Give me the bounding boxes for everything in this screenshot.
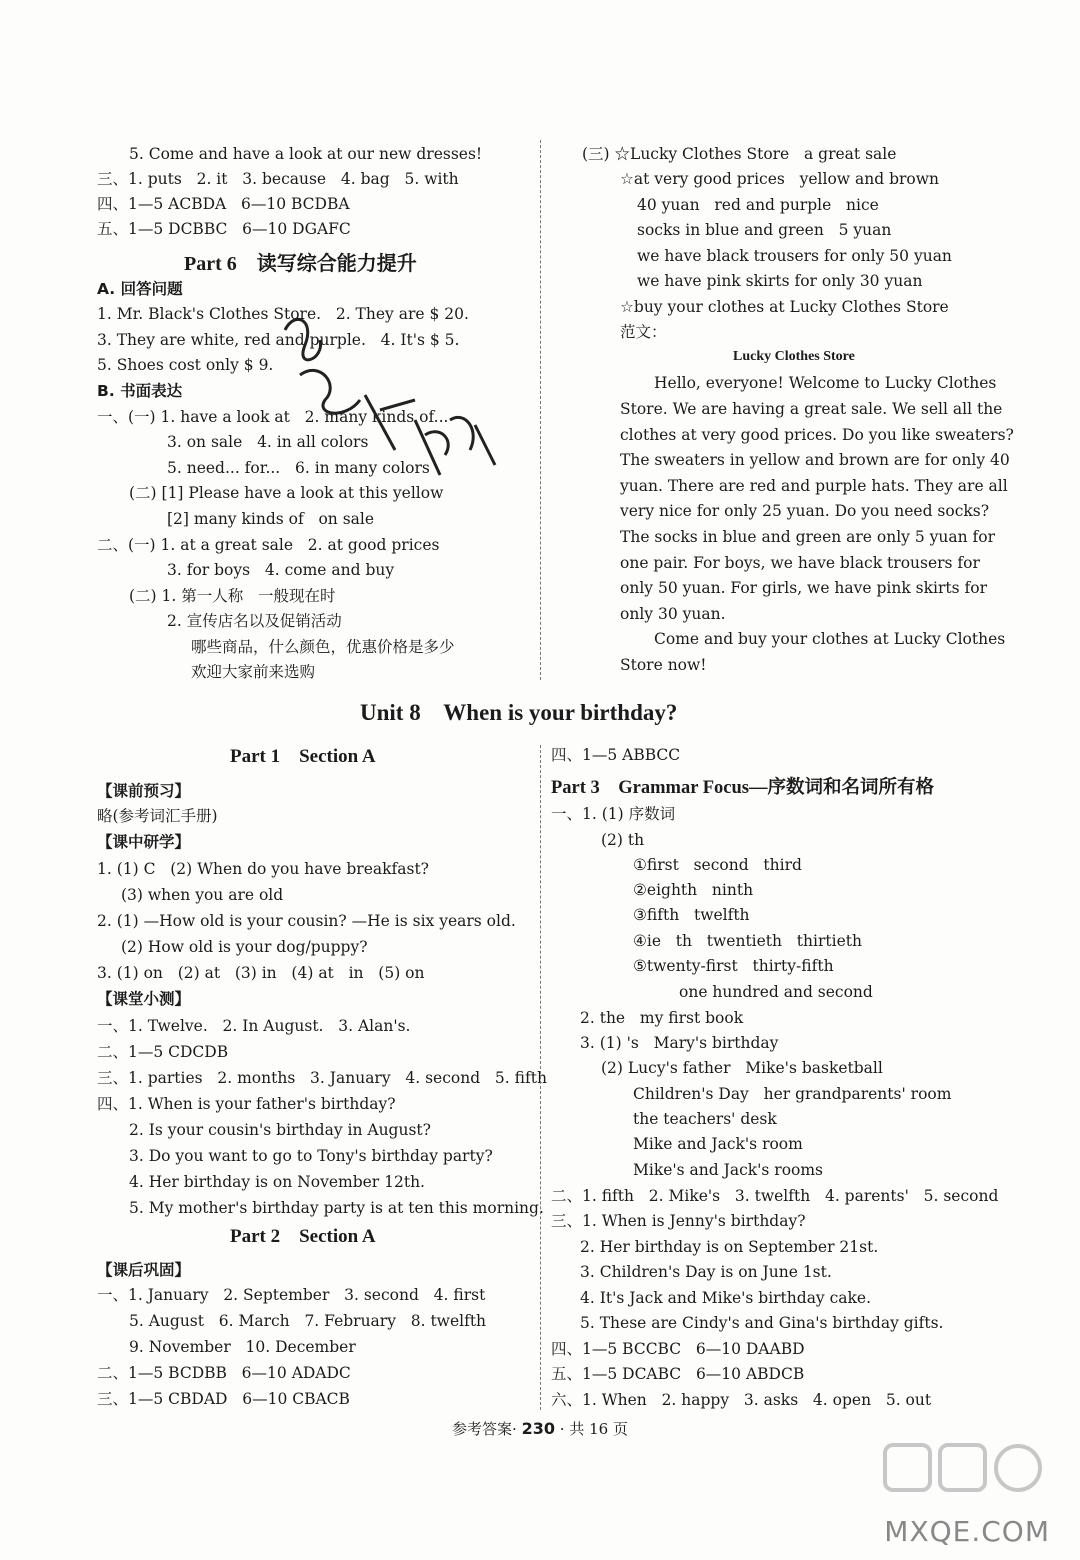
text-line: ☆at very good prices yellow and brown	[620, 170, 939, 188]
essay-title: Lucky Clothes Store	[733, 349, 855, 364]
text-line: 哪些商品，什么颜色，优惠价格是多少	[191, 638, 455, 656]
section-heading: 【课后巩固】	[97, 1261, 191, 1279]
text-line: 3. (1) 's Mary's birthday	[580, 1034, 779, 1052]
text-line: 5. My mother's birthday party is at ten this morning.	[129, 1199, 544, 1217]
text-line: 5. These are Cindy's and Gina's birthday gifts.	[580, 1314, 944, 1332]
text-line: Children's Day her grandparents' room	[633, 1085, 952, 1103]
text-line: we have black trousers for only 50 yuan	[637, 247, 952, 265]
text-line: 2. 宣传店名以及促销活动	[167, 612, 342, 630]
essay-line: Come and buy your clothes at Lucky Clothes	[654, 630, 1006, 648]
text-line: 3. (1) on (2) at (3) in (4) at in (5) on	[97, 964, 425, 982]
essay-line: one pair. For boys, we have black trousers for	[620, 554, 980, 572]
part1-title: Part 1 Section A	[230, 746, 376, 767]
essay-line: Store. We are having a great sale. We sell all the	[620, 400, 1003, 418]
text-line: 范文：	[620, 323, 667, 341]
footer-label: 参考答案·	[452, 1420, 517, 1438]
text-line: ☆buy your clothes at Lucky Clothes Store	[620, 298, 949, 316]
page-footer	[0, 1418, 1080, 1439]
text-line: Mike's and Jack's rooms	[633, 1161, 824, 1179]
text-line: 三、1. parties 2. months 3. January 4. second 5. fifth	[97, 1069, 547, 1087]
text-line: 三、1. puts 2. it 3. because 4. bag 5. with	[97, 170, 459, 188]
essay-line: only 50 yuan. For girls, we have pink skirts for	[620, 579, 987, 597]
part6-title: Part 6 读写综合能力提升	[184, 253, 417, 275]
handwriting-scribble	[265, 300, 515, 500]
part3-title: Part 3 Grammar Focus—序数词和名词所有格	[551, 778, 934, 798]
part2-title: Part 2 Section A	[230, 1226, 376, 1247]
text-line: 2. the my first book	[580, 1009, 744, 1027]
unit-title: Unit 8 When is your birthday?	[360, 700, 678, 725]
text-line: 9. November 10. December	[129, 1338, 356, 1356]
text-line: [2] many kinds of on sale	[167, 510, 375, 528]
text-line: 一、1. January 2. September 3. second 4. first	[97, 1286, 486, 1304]
essay-line: The socks in blue and green are only 5 yuan for	[620, 528, 996, 546]
text-line: 2. Her birthday is on September 21st.	[580, 1238, 879, 1256]
text-line: 一、1. Twelve. 2. In August. 3. Alan's.	[97, 1017, 411, 1035]
text-line: ①first second third	[633, 856, 802, 874]
text-line: (3) when you are old	[121, 886, 284, 904]
text-line: one hundred and second	[679, 983, 873, 1001]
essay-line: very nice for only 25 yuan. Do you need socks?	[620, 502, 990, 520]
text-line: the teachers' desk	[633, 1110, 777, 1128]
text-line: ②eighth ninth	[633, 881, 754, 899]
text-line: we have pink skirts for only 30 yuan	[637, 272, 923, 290]
text-line: 5. August 6. March 7. February 8. twelfth	[129, 1312, 487, 1330]
text-line: 二、1—5 CDCDB	[97, 1043, 229, 1061]
text-line: 5. Come and have a look at our new dresses!	[129, 145, 483, 163]
section-heading: 【课中研学】	[97, 833, 191, 851]
section-heading: 【课堂小测】	[97, 990, 191, 1008]
column-divider	[540, 140, 541, 680]
text-line: socks in blue and green 5 yuan	[637, 221, 892, 239]
essay-line: only 30 yuan.	[620, 605, 726, 623]
essay-line: yuan. There are red and purple hats. They are all	[620, 477, 1008, 495]
text-line: 二、1—5 BCDBB 6—10 ADADC	[97, 1364, 351, 1382]
text-line: 三、1. When is Jenny's birthday?	[551, 1212, 806, 1230]
text-line: 4. Her birthday is on November 12th.	[129, 1173, 425, 1191]
text-line: (2) th	[601, 831, 645, 849]
text-line: 三、1—5 CBDAD 6—10 CBACB	[97, 1390, 350, 1408]
section-heading: 【课前预习】	[97, 782, 191, 800]
text-line: 欢迎大家前来选购	[191, 663, 316, 681]
text-line: (二) [1] Please have a look at this yellow	[129, 484, 444, 502]
essay-line: Store now!	[620, 656, 707, 674]
text-line: 二、1. fifth 2. Mike's 3. twelfth 4. parents' 5. second	[551, 1187, 999, 1205]
text-line: 5. Shoes cost only $ 9.	[97, 356, 274, 374]
text-line: 五、1—5 DCABC 6—10 ABDCB	[551, 1365, 805, 1383]
page-number: 230	[521, 1419, 555, 1438]
text-line: 四、1—5 ACBDA 6—10 BCDBA	[97, 195, 350, 213]
text-line: 2. (1) —How old is your cousin? —He is six years old.	[97, 912, 516, 930]
column-divider	[540, 745, 541, 1410]
text-line: 六、1. When 2. happy 3. asks 4. open 5. out	[551, 1391, 932, 1409]
text-line: 5. need... for... 6. in many colors	[167, 459, 430, 477]
text-line: 1. (1) C (2) When do you have breakfast?	[97, 860, 429, 878]
section-heading: B. 书面表达	[97, 382, 183, 400]
page-total: · 共 16 页	[559, 1420, 628, 1438]
text-line: 2. Is your cousin's birthday in August?	[129, 1121, 431, 1139]
text-line: 4. It's Jack and Mike's birthday cake.	[580, 1289, 872, 1307]
text-line: (2) How old is your dog/puppy?	[121, 938, 368, 956]
text-line: 二、(一) 1. at a great sale 2. at good prices	[97, 536, 440, 554]
text-line: 五、1—5 DCBBC 6—10 DGAFC	[97, 220, 351, 238]
watermark-text: MXQE.COM	[884, 1515, 1050, 1548]
essay-line: clothes at very good prices. Do you like sweaters?	[620, 426, 1014, 444]
text-line: 3. for boys 4. come and buy	[167, 561, 395, 579]
text-line: (2) Lucy's father Mike's basketball	[601, 1059, 883, 1077]
text-line: 一、(一) 1. have a look at 2. many kinds of...	[97, 408, 449, 426]
text-line: 四、1—5 ABBCC	[551, 746, 681, 764]
text-line: 40 yuan red and purple nice	[637, 196, 879, 214]
text-line: 3. Children's Day is on June 1st.	[580, 1263, 832, 1281]
text-line: ④ie th twentieth thirtieth	[633, 932, 862, 950]
section-heading: A. 回答问题	[97, 280, 183, 298]
text-line: 四、1—5 BCCBC 6—10 DAABD	[551, 1340, 805, 1358]
text-line: (三) ☆Lucky Clothes Store a great sale	[582, 145, 897, 163]
text-line: 3. on sale 4. in all colors	[167, 433, 369, 451]
text-line: 略(参考词汇手册)	[97, 807, 218, 825]
text-line: 3. Do you want to go to Tony's birthday party?	[129, 1147, 493, 1165]
text-line: 一、1. (1) 序数词	[551, 805, 676, 823]
text-line: 1. Mr. Black's Clothes Store. 2. They are $ 20.	[97, 305, 469, 323]
essay-line: Hello, everyone! Welcome to Lucky Clothes	[654, 374, 997, 392]
text-line: Mike and Jack's room	[633, 1135, 803, 1153]
text-line: ⑤twenty-first thirty-fifth	[633, 957, 834, 975]
text-line: 四、1. When is your father's birthday?	[97, 1095, 396, 1113]
essay-line: The sweaters in yellow and brown are for only 40	[620, 451, 1010, 469]
text-line: (二) 1. 第一人称 一般现在时	[129, 587, 336, 605]
text-line: 3. They are white, red and purple. 4. It's $ 5.	[97, 331, 460, 349]
text-line: ③fifth twelfth	[633, 906, 750, 924]
